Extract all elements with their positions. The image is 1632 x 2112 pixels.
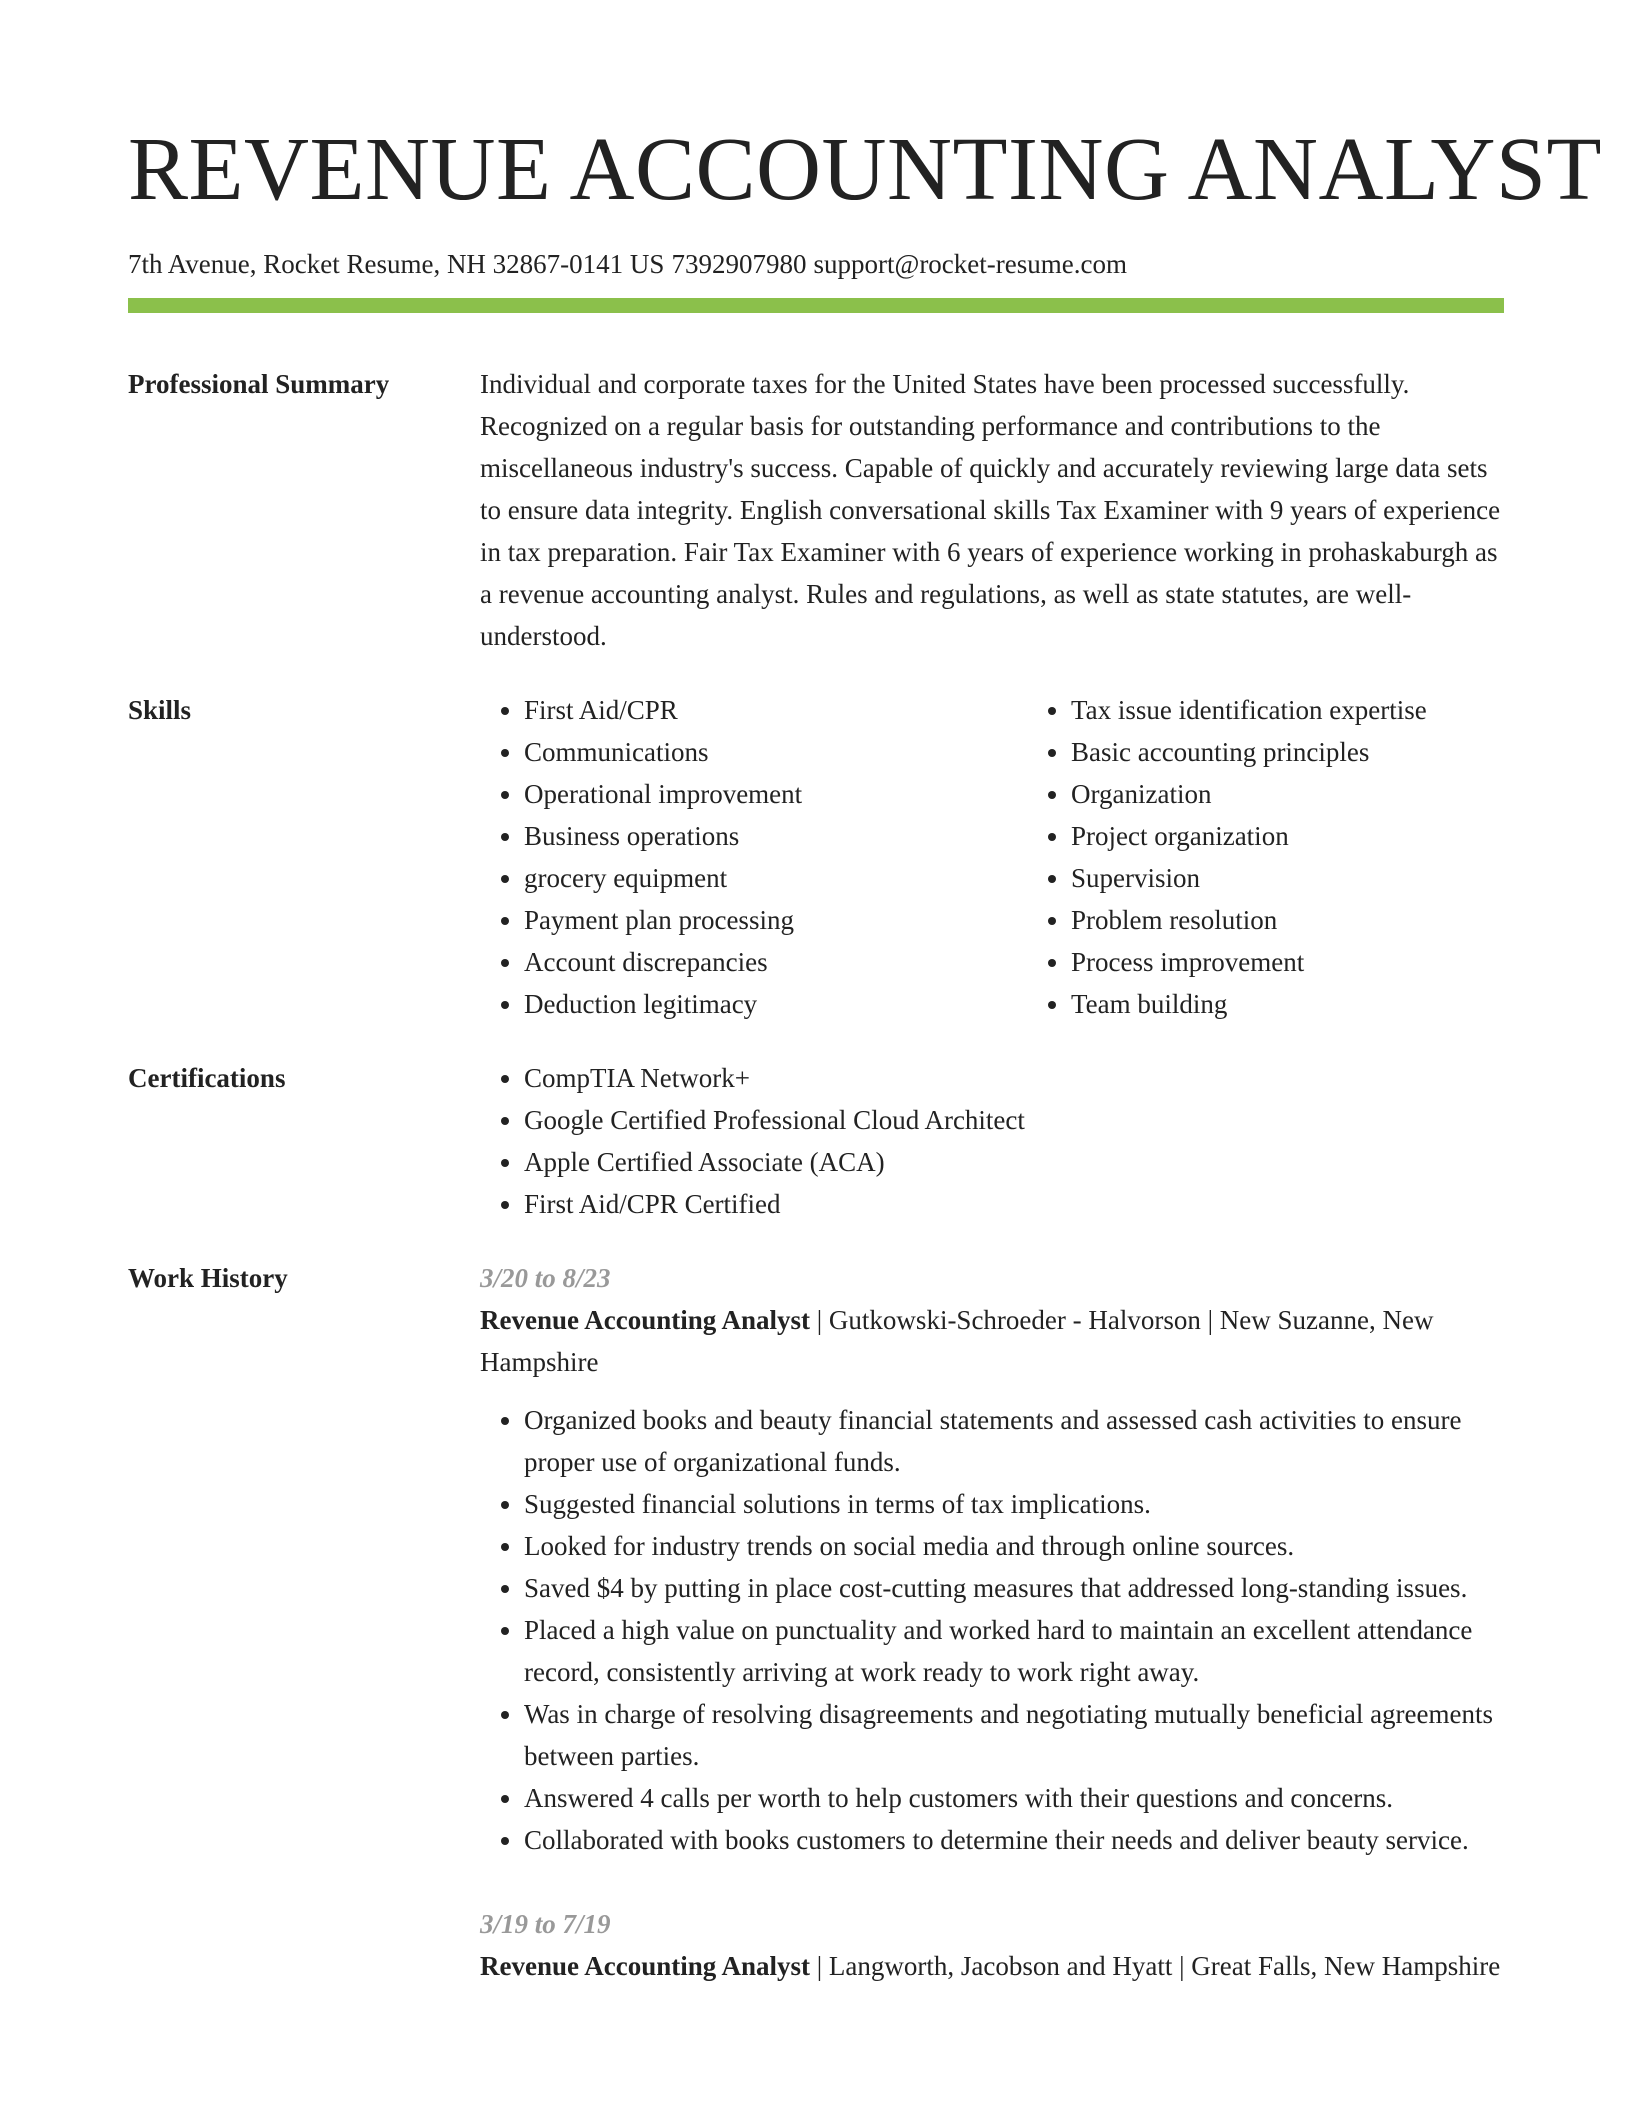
skills-list-right xyxy=(1027,689,1574,1025)
skill-item: • Account discrepancies xyxy=(524,941,1027,983)
skill-item: • Tax issue identification expertise xyxy=(1071,689,1574,731)
certification-item: • CompTIA Network+ xyxy=(524,1057,1504,1099)
job-bullet: • Placed a high value on punctuality and worked hard to maintain an excellent attendance record, consistently arriving at work ready to work right away. xyxy=(524,1609,1504,1693)
certification-item: • Apple Certified Associate (ACA) xyxy=(524,1141,1504,1183)
job-bullet: • Looked for industry trends on social media and through online sources. xyxy=(524,1525,1504,1567)
skill-item: • Project organization xyxy=(1071,815,1574,857)
section-label: Skills xyxy=(128,695,192,725)
summary-text: Individual and corporate taxes for the United States have been processed successfully. Recognized on a regular basis for outstanding performance and contributions to the miscellaneous industry's success. Capable of quickly and accurately reviewing large data sets to ensure data integrity. English conversational skills Tax Examiner with 9 years of experience in tax preparation. Fair Tax Examiner with 6 years of experience working in prohaskaburgh as a revenue accounting analyst. Rules and regulations, as well as state statutes, are well-understood. xyxy=(480,369,1501,651)
skill-item: • Payment plan processing xyxy=(524,899,1027,941)
job-bullet: • Answered 4 calls per worth to help customers with their questions and concerns. xyxy=(524,1777,1504,1819)
certification-item: • Google Certified Professional Cloud Architect xyxy=(524,1099,1504,1141)
job-bullet: • Collaborated with books customers to determine their needs and deliver beauty service. xyxy=(524,1819,1504,1861)
section-certifications xyxy=(128,1057,1504,1225)
certification-item: • First Aid/CPR Certified xyxy=(524,1183,1504,1225)
skill-item: • Operational improvement xyxy=(524,773,1027,815)
certifications-list xyxy=(480,1057,1504,1225)
section-skills xyxy=(128,689,1504,1025)
skills-list-left xyxy=(480,689,1027,1025)
header-divider xyxy=(128,298,1504,313)
job-bullets xyxy=(480,1399,1504,1861)
job-entry xyxy=(480,1257,1504,1861)
job-title: Revenue Accounting Analyst xyxy=(480,1951,811,1981)
skill-item: • Basic accounting principles xyxy=(1071,731,1574,773)
certifications-body xyxy=(480,1057,1504,1225)
job-heading xyxy=(480,1299,1504,1383)
contact-phone: 7392907980 xyxy=(671,249,807,279)
skill-item: • Business operations xyxy=(524,815,1027,857)
job-details: | Gutkowski-Schroeder - Halvorson | New Suzanne, New Hampshire xyxy=(480,1305,1434,1377)
section-label: Work History xyxy=(128,1263,288,1293)
section-label: Professional Summary xyxy=(128,369,390,399)
job-title: Revenue Accounting Analyst xyxy=(480,1305,811,1335)
section-label: Certifications xyxy=(128,1063,286,1093)
skill-item: • Deduction legitimacy xyxy=(524,983,1027,1025)
job-bullet: • Saved $4 by putting in place cost-cutting measures that addressed long-standing issues. xyxy=(524,1567,1504,1609)
skill-item: • Supervision xyxy=(1071,857,1574,899)
skill-item: • Organization xyxy=(1071,773,1574,815)
section-work-history xyxy=(128,1257,1504,1987)
skill-item: • Problem resolution xyxy=(1071,899,1574,941)
contact-line xyxy=(128,246,1504,282)
resume-title: REVENUE ACCOUNTING ANALYST xyxy=(128,120,1602,219)
skill-item: • Communications xyxy=(524,731,1027,773)
job-dates: 3/19 to 7/19 xyxy=(480,1909,611,1939)
job-heading xyxy=(480,1945,1504,1987)
contact-email: support@rocket-resume.com xyxy=(813,249,1127,279)
job-bullet: • Was in charge of resolving disagreements and negotiating mutually beneficial agreements between parties. xyxy=(524,1693,1504,1777)
job-bullet: • Organized books and beauty financial statements and assessed cash activities to ensure proper use of organizational funds. xyxy=(524,1399,1504,1483)
job-dates: 3/20 to 8/23 xyxy=(480,1263,611,1293)
job-entry xyxy=(480,1903,1504,1987)
skill-item: • grocery equipment xyxy=(524,857,1027,899)
skills-columns xyxy=(480,689,1574,1025)
job-details: | Langworth, Jacobson and Hyatt | Great Falls, New Hampshire xyxy=(810,1951,1501,1981)
skill-item: • Team building xyxy=(1071,983,1574,1025)
skill-item: • First Aid/CPR xyxy=(524,689,1027,731)
section-professional-summary xyxy=(128,363,1504,657)
resume-page xyxy=(128,118,1602,1987)
work-history-body xyxy=(480,1257,1504,1987)
job-bullet: • Suggested financial solutions in terms of tax implications. xyxy=(524,1483,1504,1525)
contact-address: 7th Avenue, Rocket Resume, NH 32867-0141 US xyxy=(128,249,665,279)
skill-item: • Process improvement xyxy=(1071,941,1574,983)
